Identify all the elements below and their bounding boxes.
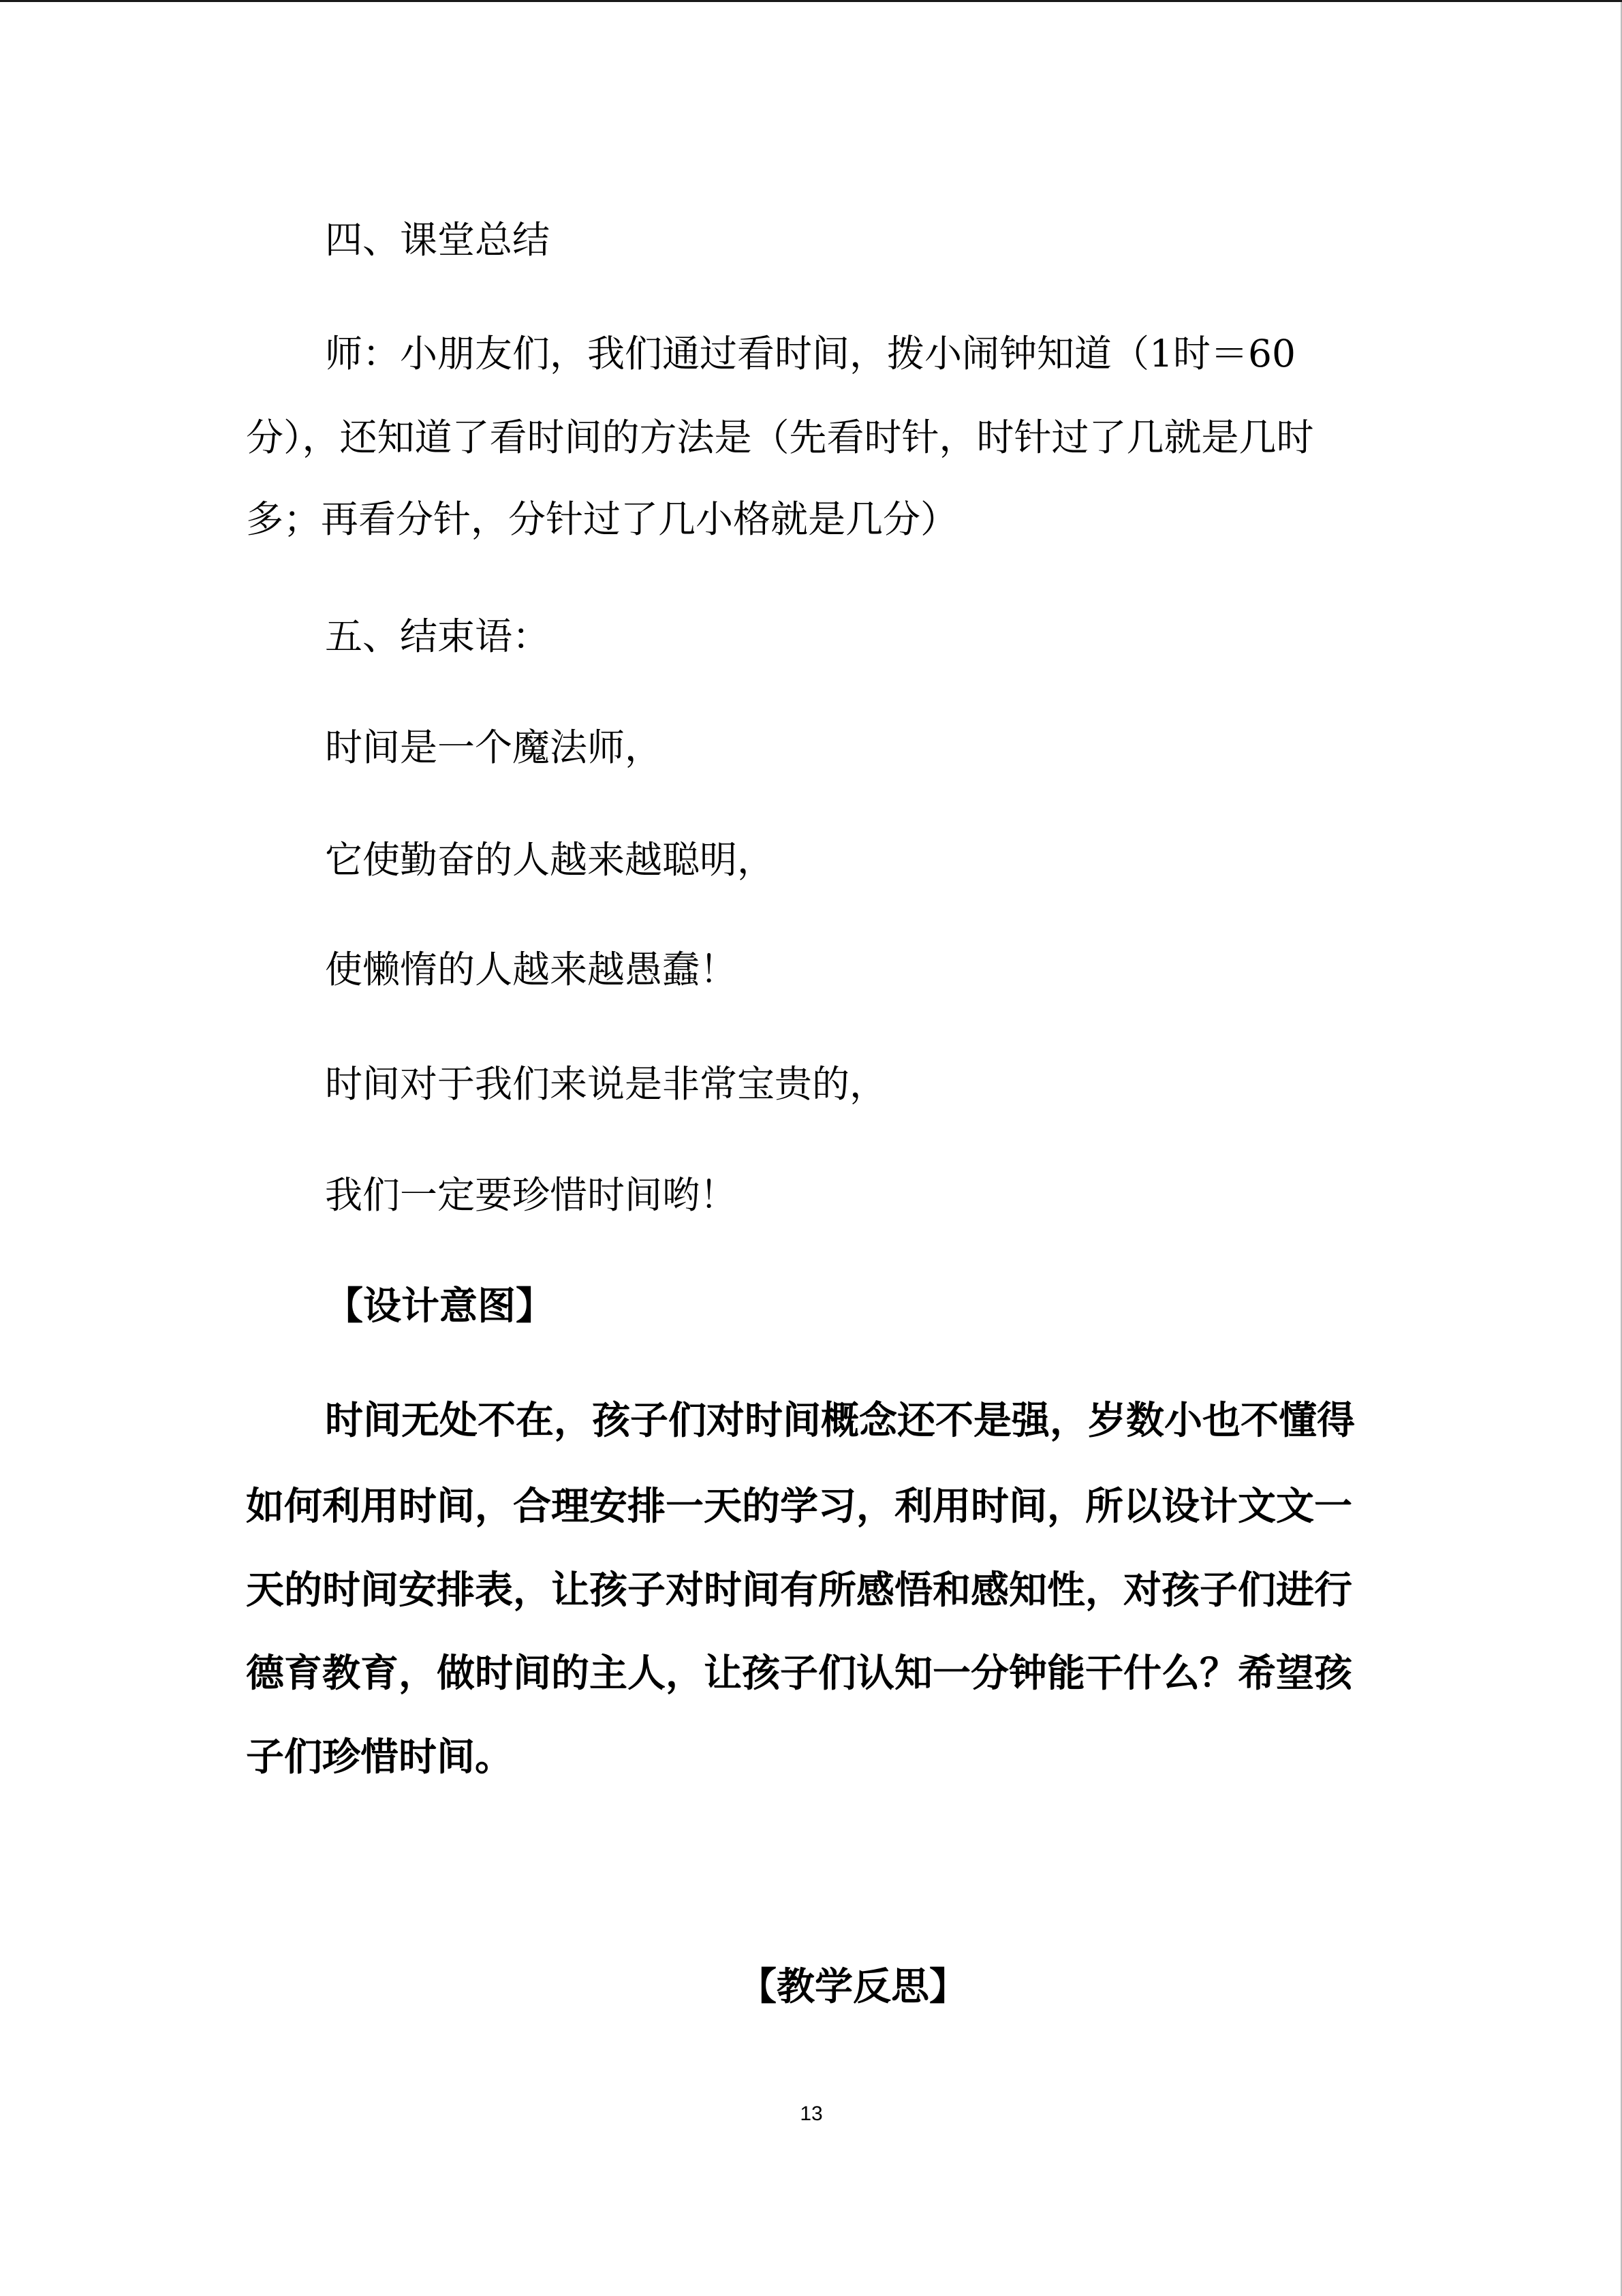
design-intent-line: 德育教育，做时间的主人，让孩子们认知一分钟能干什么？希望孩 [246,1651,1352,1696]
summary-line: 多；再看分针，分针过了几小格就是几分） [246,497,958,541]
design-intent-line: 如何利用时间，合理安排一天的学习，利用时间，所以设计文文一 [246,1485,1352,1529]
design-intent-line: 时间无处不在，孩子们对时间概念还不是强，岁数小也不懂得 [325,1399,1355,1443]
design-intent-line: 天的时间安排表，让孩子对时间有所感悟和感知性，对孩子们进行 [246,1568,1352,1613]
design-intent-heading: 【设计意图】 [325,1284,554,1329]
closing-line: 时间是一个魔法师， [325,726,663,769]
closing-line: 我们一定要珍惜时间哟！ [325,1173,738,1217]
closing-line: 时间对于我们来说是非常宝贵的， [325,1062,888,1106]
summary-line: 分），还知道了看时间的方法是（先看时针，时针过了几就是几时 [246,416,1314,459]
design-intent-line: 子们珍惜时间。 [246,1735,513,1780]
page-number: 13 [800,2103,823,2125]
summary-heading: 四、课堂总结 [325,218,550,262]
closing-line: 它使勤奋的人越来越聪明， [325,838,775,882]
reflection-heading: 【教学反思】 [738,1965,967,2009]
closing-line: 使懒惰的人越来越愚蠢！ [325,948,738,991]
closing-heading: 五、结束语： [325,615,550,658]
summary-line: 师：小朋友们，我们通过看时间，拨小闹钟知道（1时＝60 [325,332,1296,375]
